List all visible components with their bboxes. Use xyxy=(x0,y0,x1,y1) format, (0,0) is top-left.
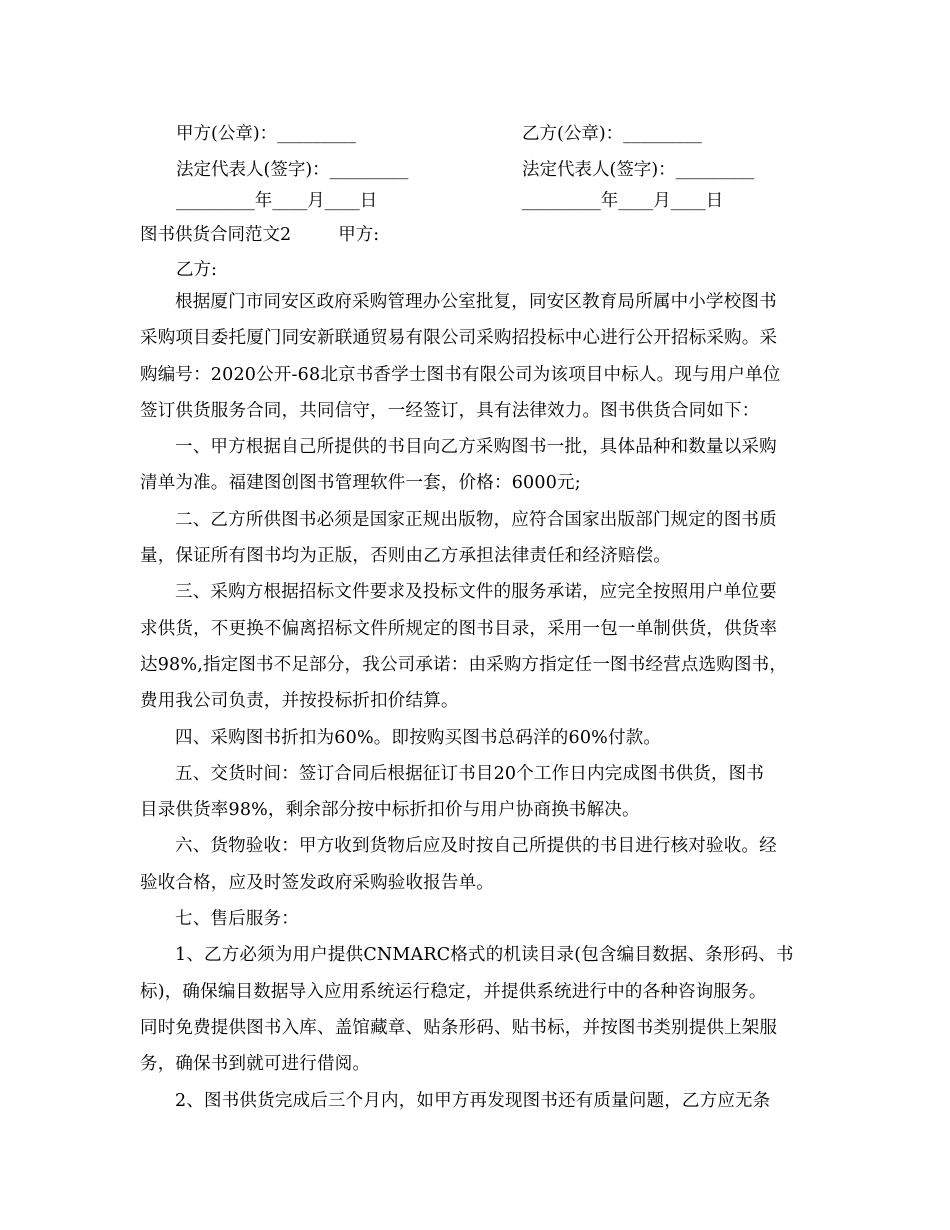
clause-3-line: 求供货，不更换不偏离招标文件所规定的图书目录，采用一包一单制供货，供货率 xyxy=(140,618,778,639)
clause-6-line: 六、货物验收：甲方收到货物后应及时按自己所提供的书目进行核对验收。经 xyxy=(175,836,777,857)
clause-5-line: 五、交货时间：签订合同后根据征订书目20个工作日内完成图书供货，图书 xyxy=(175,763,765,784)
clause-5-line: 目录供货率98%，剩余部分按中标折扣价与用户协商换书解决。 xyxy=(140,800,640,821)
contract-title: 图书供货合同范文2 xyxy=(140,225,292,245)
body-line: 采购项目委托厦门同安新联通贸易有限公司采购招投标中心进行公开招标采购。采 xyxy=(140,328,778,349)
service-item-1-line: 务，确保书到就可进行借阅。 xyxy=(140,1054,371,1075)
service-item-1-line: 1、乙方必须为用户提供CNMARC格式的机读目录(包含编目数据、条形码、书 xyxy=(175,945,794,966)
service-item-1-line: 同时免费提供图书入库、盖馆藏章、贴条形码、贴书标，并按图书类别提供上架服 xyxy=(140,1017,778,1038)
party-a-label: 甲方: xyxy=(338,225,380,245)
clause-1-line: 一、甲方根据自己所提供的书目向乙方采购图书一批，具体品种和数量以采购 xyxy=(175,437,777,458)
clause-4-line: 四、采购图书折扣为60%。即按购买图书总码洋的60%付款。 xyxy=(175,727,662,748)
clause-1-line: 清单为准。福建图创图书管理软件一套，价格：6000元; xyxy=(140,473,581,494)
clause-3-line: 三、采购方根据招标文件要求及投标文件的服务承诺，应完全按照用户单位要 xyxy=(175,582,777,603)
clause-2-line: 量，保证所有图书均为正版，否则由乙方承担法律责任和经济赔偿。 xyxy=(140,546,671,567)
service-item-1-line: 标)，确保编目数据导入应用系统运行稳定，并提供系统进行中的各种咨询服务。 xyxy=(140,981,767,1002)
party-a-representative-line: 法定代表人(签字)：_________ xyxy=(176,160,409,180)
body-line: 购编号：2020公开-68北京书香学士图书有限公司为该项目中标人。现与用户单位 xyxy=(140,364,781,385)
contract-heading xyxy=(140,221,379,251)
party-b-label: 乙方: xyxy=(176,260,217,280)
clause-7-heading: 七、售后服务： xyxy=(175,909,299,930)
party-b-representative-line: 法定代表人(签字)：_________ xyxy=(522,160,755,180)
contract-body xyxy=(140,284,815,1119)
clause-3-line: 达98%,指定图书不足部分，我公司承诺：由采购方指定任一图书经营点选购图书， xyxy=(140,654,788,675)
party-a-date-line: _________年____月____日 xyxy=(176,191,378,211)
clause-3-line: 费用我公司负责，并按投标折扣价结算。 xyxy=(140,691,459,712)
party-a-seal-line: 甲方(公章)：_________ xyxy=(176,124,356,144)
body-line: 签订供货服务合同，共同信守，一经签订，具有法律效力。图书供货合同如下： xyxy=(140,400,760,421)
clause-2-line: 二、乙方所供图书必须是国家正规出版物，应符合国家出版部门规定的图书质 xyxy=(175,509,777,530)
party-b-date-line: _________年____月____日 xyxy=(522,191,724,211)
clause-6-line: 验收合格，应及时签发政府采购验收报告单。 xyxy=(140,872,494,893)
body-line: 根据厦门市同安区政府采购管理办公室批复，同安区教育局所属中小学校图书 xyxy=(175,292,777,312)
service-item-2-line: 2、图书供货完成后三个月内，如甲方再发现图书还有质量问题，乙方应无条 xyxy=(175,1090,771,1111)
party-b-seal-line: 乙方(公章)：_________ xyxy=(522,124,702,144)
